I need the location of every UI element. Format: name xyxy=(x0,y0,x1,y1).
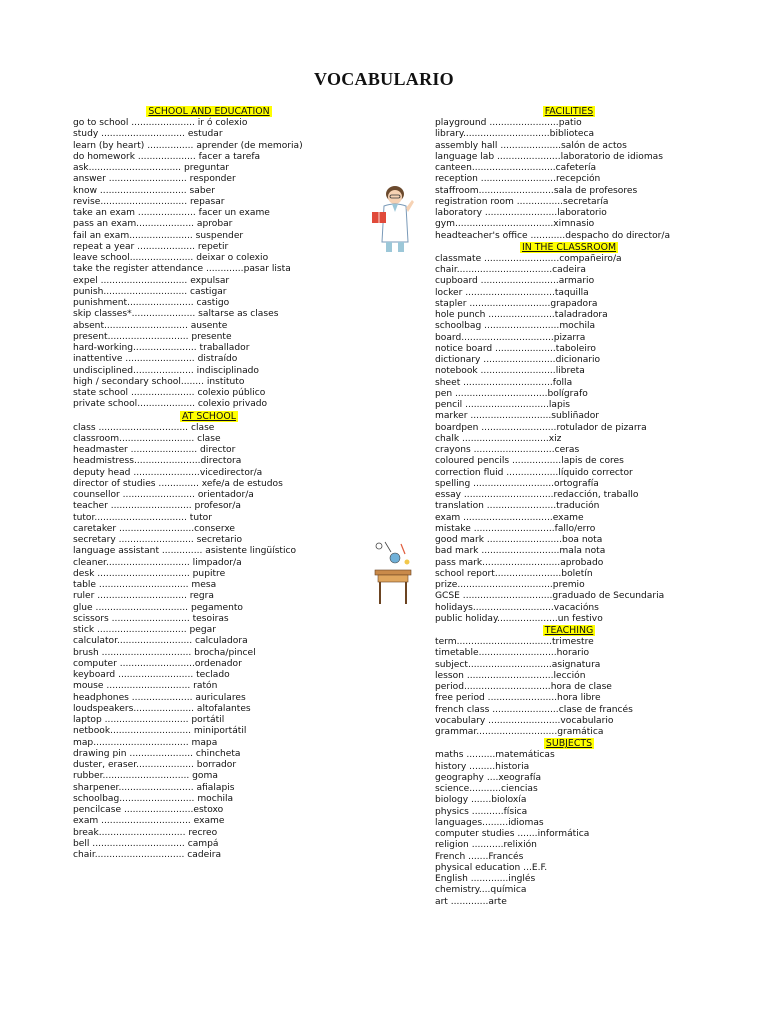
vocabulary-entry: headteacher's office ............despacho do director/a xyxy=(435,230,671,241)
vocabulary-entry: revise.............................. repasar xyxy=(73,196,225,207)
vocabulary-entry: tutor................................ tutor xyxy=(73,512,212,523)
vocabulary-entry: repeat a year .................... repetir xyxy=(73,241,229,252)
vocabulary-entry: stick ............................... pegar xyxy=(73,625,216,635)
vocabulary-entry: cleaner............................. limpador/a xyxy=(73,557,242,568)
section-heading-label: FACILITIES xyxy=(544,106,594,117)
vocabulary-entry: period..............................hora de clase xyxy=(435,682,612,692)
vocabulary-entry: desk ................................ pupitre xyxy=(73,568,226,579)
vocabulary-entry: classroom.......................... clase xyxy=(73,433,221,444)
vocabulary-entry: absent............................. ausente xyxy=(73,320,228,331)
vocabulary-entry: chalk ..............................xiz xyxy=(435,433,562,444)
vocabulary-entry: exam ...............................exame xyxy=(435,512,584,523)
vocabulary-entry: high / secondary school........ instituto xyxy=(73,376,245,387)
vocabulary-entry: brush ............................... brocha/pincel xyxy=(73,647,256,658)
left-column xyxy=(73,106,363,861)
vocabulary-entry: break.............................. recreo xyxy=(73,827,218,838)
vocabulary-entry: timetable...........................horario xyxy=(435,648,590,659)
vocabulary-entry: hole punch .......................taladradora xyxy=(435,310,608,320)
vocabulary-entry: know .............................. saber xyxy=(73,185,215,196)
vocabulary-entry: computer studies .......informática xyxy=(435,829,590,839)
vocabulary-entry: secretary .......................... secretario xyxy=(73,535,243,545)
vocabulary-entry: languages.........idiomas xyxy=(435,817,544,828)
section-heading-subjects xyxy=(435,738,703,750)
section-heading-in-the-classroom xyxy=(435,242,703,254)
vocabulary-entry: loudspeakers..................... altofalantes xyxy=(73,703,251,714)
vocabulary-entry: art .............arte xyxy=(435,896,507,907)
vocabulary-entry: laptop ............................. portátil xyxy=(73,715,225,725)
vocabulary-entry: state school ...................... colexio público xyxy=(73,388,266,398)
vocabulary-entry: glue ................................ pegamento xyxy=(73,602,243,613)
vocabulary-entry: exam ............................... exame xyxy=(73,816,225,827)
vocabulary-entry: keyboard .......................... teclado xyxy=(73,670,230,680)
vocabulary-entry: deputy head .......................vicedirector/a xyxy=(73,467,263,478)
vocabulary-entry: headphones ..................... auriculares xyxy=(73,692,246,703)
vocabulary-entry: translation ........................tradución xyxy=(435,501,600,512)
section-heading-label: SUBJECTS xyxy=(545,738,593,750)
section-heading-label: AT SCHOOL xyxy=(182,410,236,422)
section-heading-label: IN THE CLASSROOM xyxy=(521,241,617,253)
vocabulary-entry: laboratory .........................laboratorio xyxy=(435,208,607,218)
vocabulary-entry: stapler ............................grapadora xyxy=(435,298,598,309)
vocabulary-entry: religion ...........relixión xyxy=(435,840,537,851)
vocabulary-entry: language lab ......................laboratorio de idiomas xyxy=(435,151,663,162)
vocabulary-entry: french class .......................clase de francés xyxy=(435,704,633,715)
vocabulary-entry: staffroom..........................sala de profesores xyxy=(435,185,638,196)
vocabulary-entry: schoolbag ..........................mochila xyxy=(435,321,596,332)
section-heading-teaching xyxy=(435,625,703,637)
vocabulary-entry: vocabulary .........................vocabulario xyxy=(435,715,614,726)
teacher-illustration xyxy=(368,182,420,254)
vocabulary-entry: geography ....xeografía xyxy=(435,772,542,783)
vocabulary-entry: notebook ..........................libreta xyxy=(435,366,585,377)
vocabulary-entry: pass mark...........................aprobado xyxy=(435,557,604,568)
vocabulary-entry: playground ........................patio xyxy=(435,118,582,128)
vocabulary-entry: chair............................... cadeira xyxy=(73,850,222,860)
vocabulary-entry: counsellor ......................... orientador/a xyxy=(73,490,254,500)
right-column xyxy=(435,106,725,908)
vocabulary-entry: grammar............................gramática xyxy=(435,727,604,737)
vocabulary-entry: marker ............................subliñador xyxy=(435,411,600,422)
vocabulary-entry: biology .......bioloxía xyxy=(435,795,527,806)
vocabulary-entry: headmistress.......................directora xyxy=(73,456,242,467)
section-heading-label: TEACHING xyxy=(544,625,594,636)
vocabulary-entry: coloured pencils .................lapis de cores xyxy=(435,456,624,467)
vocabulary-entry: free period ........................hora libre xyxy=(435,693,601,704)
vocabulary-entry: spelling ............................ortografía xyxy=(435,478,599,489)
page-title: VOCABULARIO xyxy=(314,69,454,89)
vocabulary-entry: classmate ..........................compañeiro/a xyxy=(435,253,622,264)
vocabulary-entry: table ............................... mesa xyxy=(73,580,217,590)
section-heading-at-school xyxy=(73,411,345,423)
vocabulary-entry: drawing pin ...................... chincheta xyxy=(73,748,241,759)
vocabulary-entry: lesson ..............................lección xyxy=(435,670,586,681)
vocabulary-entry: chemistry....química xyxy=(435,885,527,896)
vocabulary-entry: physical education ...E.F. xyxy=(435,862,548,873)
vocabulary-entry: good mark ..........................boa nota xyxy=(435,535,603,545)
section-heading-school-and-education xyxy=(73,106,345,118)
vocabulary-entry: schoolbag.......................... mochila xyxy=(73,793,234,804)
vocabulary-entry: library..............................biblioteca xyxy=(435,129,595,140)
vocabulary-entry: pass an exam.................... aprobar xyxy=(73,219,233,230)
vocabulary-entry: netbook............................ miniportátil xyxy=(73,726,247,737)
vocabulary-entry: computer ..........................ordenador xyxy=(73,658,242,669)
vocabulary-entry: boardpen ..........................rotulador de pizarra xyxy=(435,422,647,433)
vocabulary-entry: crayons ............................ceras xyxy=(435,445,580,455)
vocabulary-entry: mouse ............................. ratón xyxy=(73,681,218,692)
vocabulary-entry: cupboard ...........................armario xyxy=(435,276,595,287)
vocabulary-entry: private school.................... colexio privado xyxy=(73,399,268,410)
vocabulary-entry: sheet ...............................folla xyxy=(435,377,573,388)
vocabulary-entry: skip classes*...................... saltarse as clases xyxy=(73,309,279,320)
vocabulary-entry: scissors ........................... tesoiras xyxy=(73,613,229,624)
vocabulary-entry: class ............................... clase xyxy=(73,422,215,433)
vocabulary-entry: assembly hall .....................salón de actos xyxy=(435,140,627,151)
vocabulary-entry: French .......Francés xyxy=(435,851,524,862)
vocabulary-entry: public holiday.....................un festivo xyxy=(435,613,603,624)
vocabulary-entry: prize.................................premio xyxy=(435,580,585,590)
vocabulary-entry: essay ...............................redacción, traballo xyxy=(435,490,639,500)
vocabulary-entry: dictionary .........................dicionario xyxy=(435,355,601,365)
vocabulary-entry: subject.............................asignatura xyxy=(435,659,601,670)
vocabulary-entry: sharpener.......................... afialapis xyxy=(73,782,235,793)
vocabulary-entry: present............................ presente xyxy=(73,331,232,342)
vocabulary-entry: locker ...............................taquilla xyxy=(435,287,589,298)
vocabulary-entry: duster, eraser.................... borrador xyxy=(73,760,237,770)
vocabulary-entry: take an exam .................... facer un exame xyxy=(73,208,270,218)
vocabulary-entry: take the register attendance .............pasar lista xyxy=(73,264,291,275)
vocabulary-entry: language assistant .............. asistente lingüístico xyxy=(73,546,297,557)
vocabulary-entry: hard-working...................... traballador xyxy=(73,343,250,353)
vocabulary-entry: board................................pizarra xyxy=(435,332,586,343)
vocabulary-entry: study ............................. estudar xyxy=(73,129,223,140)
section-heading-label: SCHOOL AND EDUCATION xyxy=(148,106,270,117)
vocabulary-entry: answer ........................... responder xyxy=(73,174,236,185)
vocabulary-entry: go to school ...................... ir ó colexio xyxy=(73,118,248,128)
vocabulary-entry: physics ...........física xyxy=(435,806,528,817)
vocabulary-entry: registration room ................secretaría xyxy=(435,196,609,207)
vocabulary-entry: headmaster ....................... director xyxy=(73,445,236,455)
section-heading-facilities xyxy=(435,106,703,118)
vocabulary-entry: reception ..........................recepción xyxy=(435,174,601,185)
vocabulary-entry: fail an exam...................... suspender xyxy=(73,230,244,241)
vocabulary-entry: English .............inglés xyxy=(435,874,536,884)
vocabulary-entry: do homework .................... facer a tarefa xyxy=(73,151,261,162)
vocabulary-entry: punishment....................... castigo xyxy=(73,298,230,308)
vocabulary-entry: notice board .....................taboleiro xyxy=(435,343,596,354)
vocabulary-entry: history .........historia xyxy=(435,761,530,772)
vocabulary-entry: learn (by heart) ................ aprender (de memoria) xyxy=(73,140,303,151)
vocabulary-entry: ask................................ preguntar xyxy=(73,163,230,173)
vocabulary-entry: chair.................................cadeira xyxy=(435,265,586,275)
vocabulary-entry: teacher ............................ profesor/a xyxy=(73,501,241,512)
vocabulary-entry: rubber.............................. goma xyxy=(73,771,218,782)
vocabulary-entry: director of studies .............. xefe/a de estudos xyxy=(73,478,283,489)
vocabulary-entry: inattentive ........................ distraído xyxy=(73,354,238,365)
vocabulary-entry: mistake ............................fallo/erro xyxy=(435,523,596,534)
vocabulary-entry: pen ................................bolígrafo xyxy=(435,388,588,399)
vocabulary-entry: calculator.......................... calculadora xyxy=(73,636,248,647)
vocabulary-entry: undisciplined..................... indisciplinado xyxy=(73,365,259,376)
vocabulary-entry: bell ................................ campá xyxy=(73,838,219,849)
vocabulary-entry: pencil .............................lapis xyxy=(435,400,571,410)
vocabulary-entry: term.................................trimestre xyxy=(435,637,594,647)
vocabulary-entry: map................................. mapa xyxy=(73,737,218,748)
school-desk-illustration xyxy=(371,540,415,606)
vocabulary-entry: leave school...................... deixar o colexio xyxy=(73,253,269,263)
vocabulary-entry: bad mark ...........................mala nota xyxy=(435,546,606,557)
vocabulary-entry: holidays............................vacacións xyxy=(435,602,599,613)
vocabulary-entry: gym..................................ximnasio xyxy=(435,219,595,230)
vocabulary-entry: canteen.............................cafetería xyxy=(435,163,597,173)
vocabulary-entry: school report.......................boletín xyxy=(435,568,593,579)
vocabulary-entry: pencilcase ........................estoxo xyxy=(73,805,224,815)
vocabulary-entry: expel .............................. expulsar xyxy=(73,275,230,286)
vocabulary-entry: punish............................. castigar xyxy=(73,286,227,297)
vocabulary-entry: correction fluid ..................líquido corrector xyxy=(435,467,633,478)
vocabulary-entry: caretaker ..........................conserxe xyxy=(73,523,236,534)
vocabulary-entry: science...........ciencias xyxy=(435,784,538,794)
vocabulary-entry: maths ..........matemáticas xyxy=(435,750,555,761)
vocabulary-entry: ruler ............................... regra xyxy=(73,591,214,602)
vocabulary-entry: GCSE ...............................graduado de Secundaria xyxy=(435,591,665,602)
